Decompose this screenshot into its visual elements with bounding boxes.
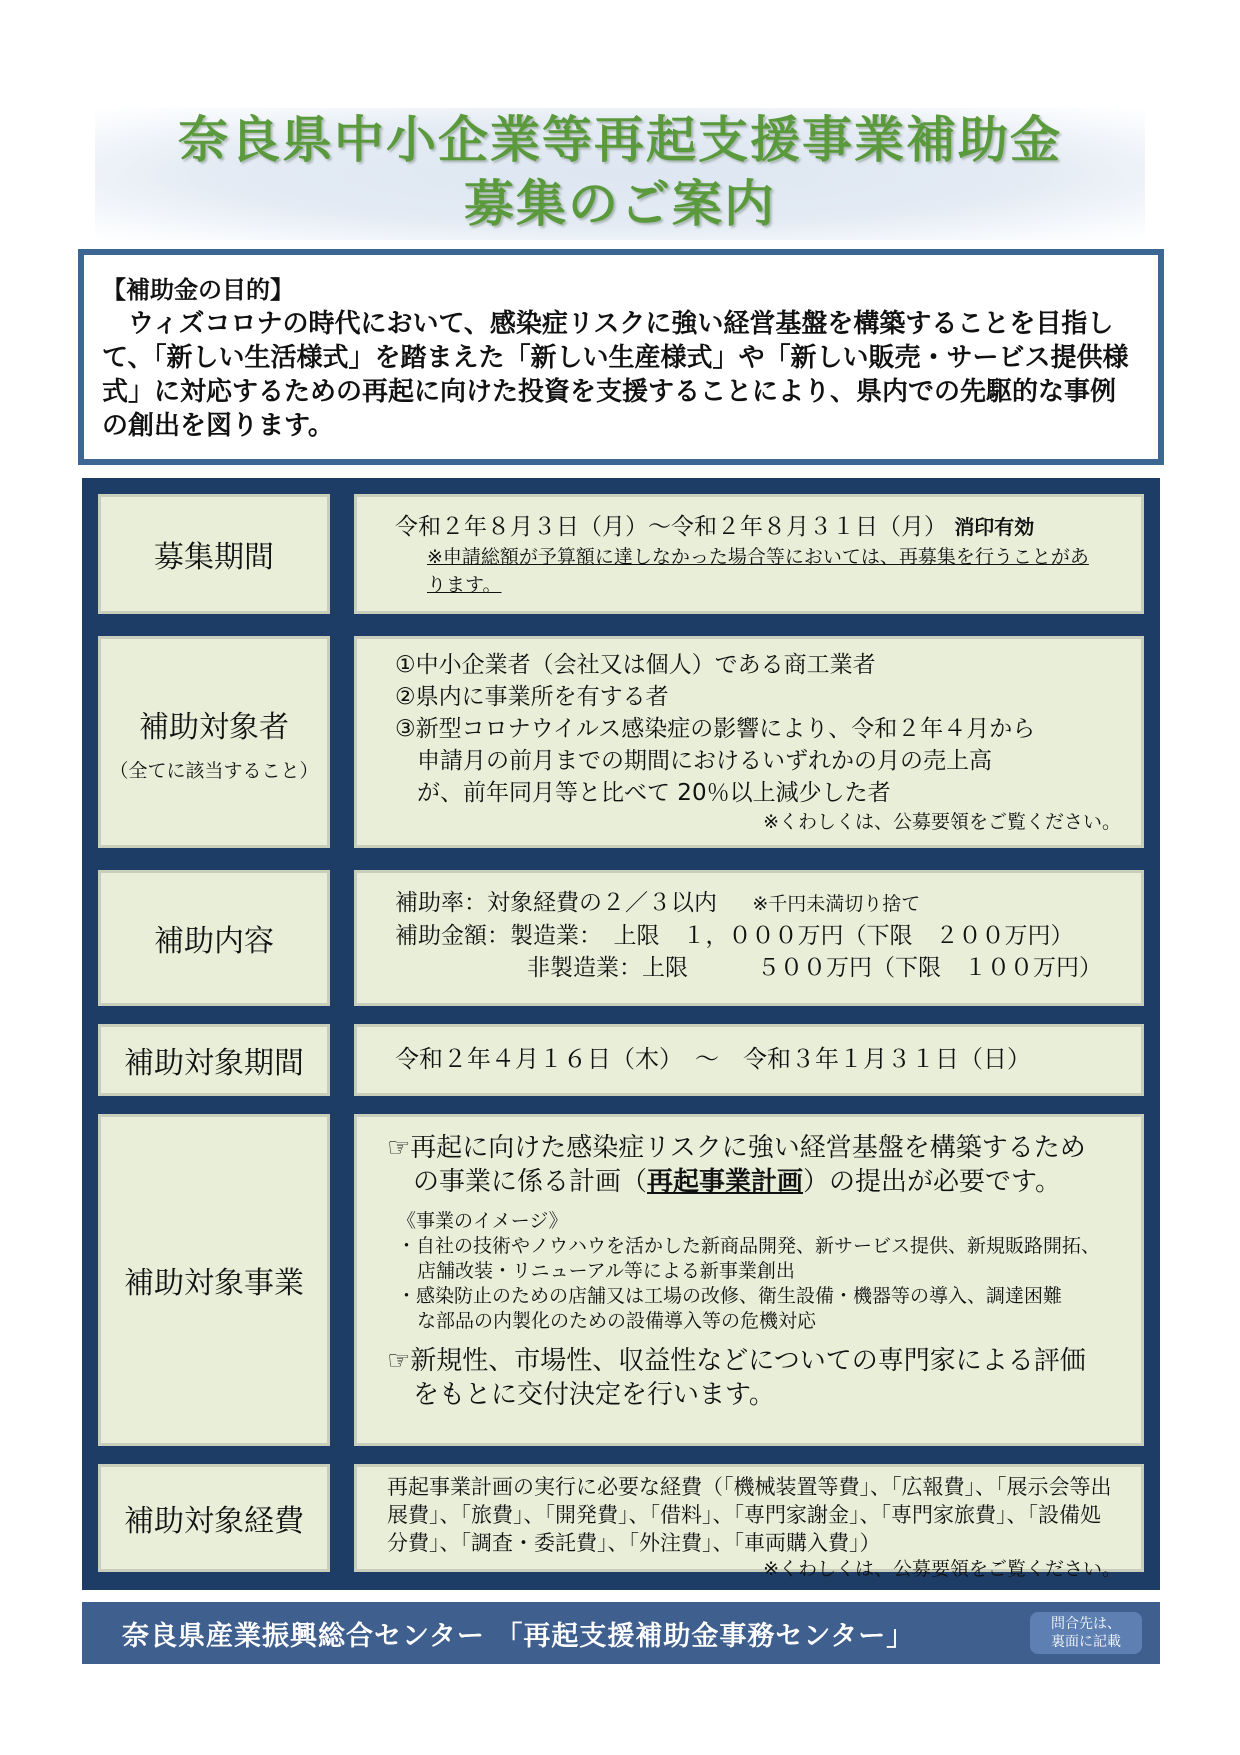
eligible-item: 申請月の前月までの期間におけるいずれかの月の売上高 bbox=[417, 748, 992, 774]
content-label: 補助内容 bbox=[154, 924, 274, 959]
subsidy-rate: 補助率：対象経費の２／３以内 bbox=[395, 890, 717, 916]
eligible-content-cell bbox=[354, 636, 1144, 848]
project-plan-name: 再起事業計画 bbox=[647, 1167, 804, 1197]
term-label: 補助対象期間 bbox=[124, 1046, 304, 1081]
purpose-heading: 【補助金の目的】 bbox=[102, 276, 294, 304]
term-content-cell bbox=[354, 1024, 1144, 1096]
project-image-item: な部品の内製化のための設備導入等の危機対応 bbox=[417, 1310, 817, 1332]
period-label-cell bbox=[98, 494, 330, 614]
term-text: 令和２年４月１６日（木） ～ 令和３年１月３１日（日） bbox=[395, 1045, 1031, 1073]
project-point-1c: ）の提出が必要です。 bbox=[803, 1167, 1061, 1197]
contact-badge bbox=[1030, 1612, 1142, 1654]
contact-badge-line2: 裏面に記載 bbox=[1051, 1634, 1121, 1650]
title-banner bbox=[95, 108, 1145, 240]
eligible-item: ①中小企業者（会社又は個人）である商工業者 bbox=[395, 652, 876, 678]
period-content-cell bbox=[354, 494, 1144, 614]
period-label: 募集期間 bbox=[154, 540, 274, 575]
project-point-1a: ☞再起に向けた感染症リスクに強い経営基盤を構築するため bbox=[387, 1133, 1086, 1163]
project-image-item: 店舗改装・リニューアル等による新事業創出 bbox=[417, 1260, 795, 1282]
eligible-item: ②県内に事業所を有する者 bbox=[395, 684, 669, 710]
project-point-1b: の事業に係る計画（ bbox=[413, 1167, 648, 1197]
period-note: ※申請総額が予算額に達しなかった場合等においては、再募集を行うことがあります。 bbox=[427, 546, 1089, 596]
eligible-sublabel: （全てに該当すること） bbox=[109, 759, 319, 782]
project-point-2b: をもとに交付決定を行います。 bbox=[413, 1380, 775, 1410]
page-title: 奈良県中小企業等再起支援事業補助金 bbox=[178, 111, 1062, 169]
expense-text: 再起事業計画の実行に必要な経費（「機械装置等費」、「広報費」、「展示会等出展費」、「旅費」、「開発費」、「借料」、「専門家謝金」、「専門家旅費」、「設備処分費」、「調査・委託費」、「外注費」、「車両購入費」） bbox=[387, 1475, 1112, 1555]
eligible-item: が、前年同月等と比べて 20％以上減少した者 bbox=[417, 780, 891, 806]
eligible-label: 補助対象者 bbox=[139, 709, 289, 745]
period-main: 令和２年８月３日（月）～令和２年８月３１日（月） bbox=[395, 514, 947, 540]
project-label: 補助対象事業 bbox=[124, 1266, 304, 1301]
info-table bbox=[82, 478, 1160, 1590]
subsidy-amount-manufacturing: 補助金額：製造業： 上限 １，０００万円（下限 ２００万円） bbox=[395, 923, 1074, 949]
contact-badge-line1: 問合先は、 bbox=[1051, 1616, 1121, 1632]
content-content-cell bbox=[354, 870, 1144, 1006]
eligible-label-cell bbox=[98, 636, 330, 848]
project-point-2a: ☞新規性、市場性、収益性などについての専門家による評価 bbox=[387, 1346, 1086, 1376]
expense-label: 補助対象経費 bbox=[124, 1504, 304, 1539]
project-content-cell bbox=[354, 1114, 1144, 1446]
page-subtitle: 募集のご案内 bbox=[464, 175, 776, 233]
project-image-heading: 《事業のイメージ》 bbox=[397, 1210, 568, 1232]
project-image-item: ・感染防止のための店舗又は工場の改修、衛生設備・機器等の導入、調達困難 bbox=[397, 1285, 1063, 1307]
content-label-cell bbox=[98, 870, 330, 1006]
expense-label-cell bbox=[98, 1464, 330, 1572]
subsidy-rate-note: ※千円未満切り捨て bbox=[752, 893, 921, 915]
purpose-box bbox=[78, 249, 1164, 465]
subsidy-amount-non-manufacturing: 非製造業：上限 ５００万円（下限 １００万円） bbox=[527, 955, 1102, 981]
footer-text: 奈良県産業振興総合センター 「再起支援補助金事務センター」 bbox=[122, 1620, 915, 1652]
expense-note: ※くわしくは、公募要領をご覧ください。 bbox=[763, 1558, 1121, 1580]
project-label-cell bbox=[98, 1114, 330, 1446]
expense-content-cell bbox=[354, 1464, 1144, 1580]
purpose-text: ウィズコロナの時代において、感染症リスクに強い経営基盤を構築することを目指して、「新しい生活様式」を踏まえた「新しい生産様式」や「新しい販売・サービス提供様式」に対応するための再起に向けた投資を支援することにより、県内での先駆的な事例の創出を図ります。 bbox=[102, 309, 1129, 441]
period-stamp: 消印有効 bbox=[954, 515, 1035, 539]
project-image-item: ・自社の技術やノウハウを活かした新商品開発、新サービス提供、新規販路開拓、 bbox=[397, 1235, 1101, 1257]
eligible-item: ③新型コロナウイルス感染症の影響により、令和２年４月から bbox=[395, 716, 1036, 742]
term-label-cell bbox=[98, 1024, 330, 1096]
eligible-note: ※くわしくは、公募要領をご覧ください。 bbox=[763, 811, 1121, 833]
footer-banner bbox=[82, 1602, 1160, 1664]
